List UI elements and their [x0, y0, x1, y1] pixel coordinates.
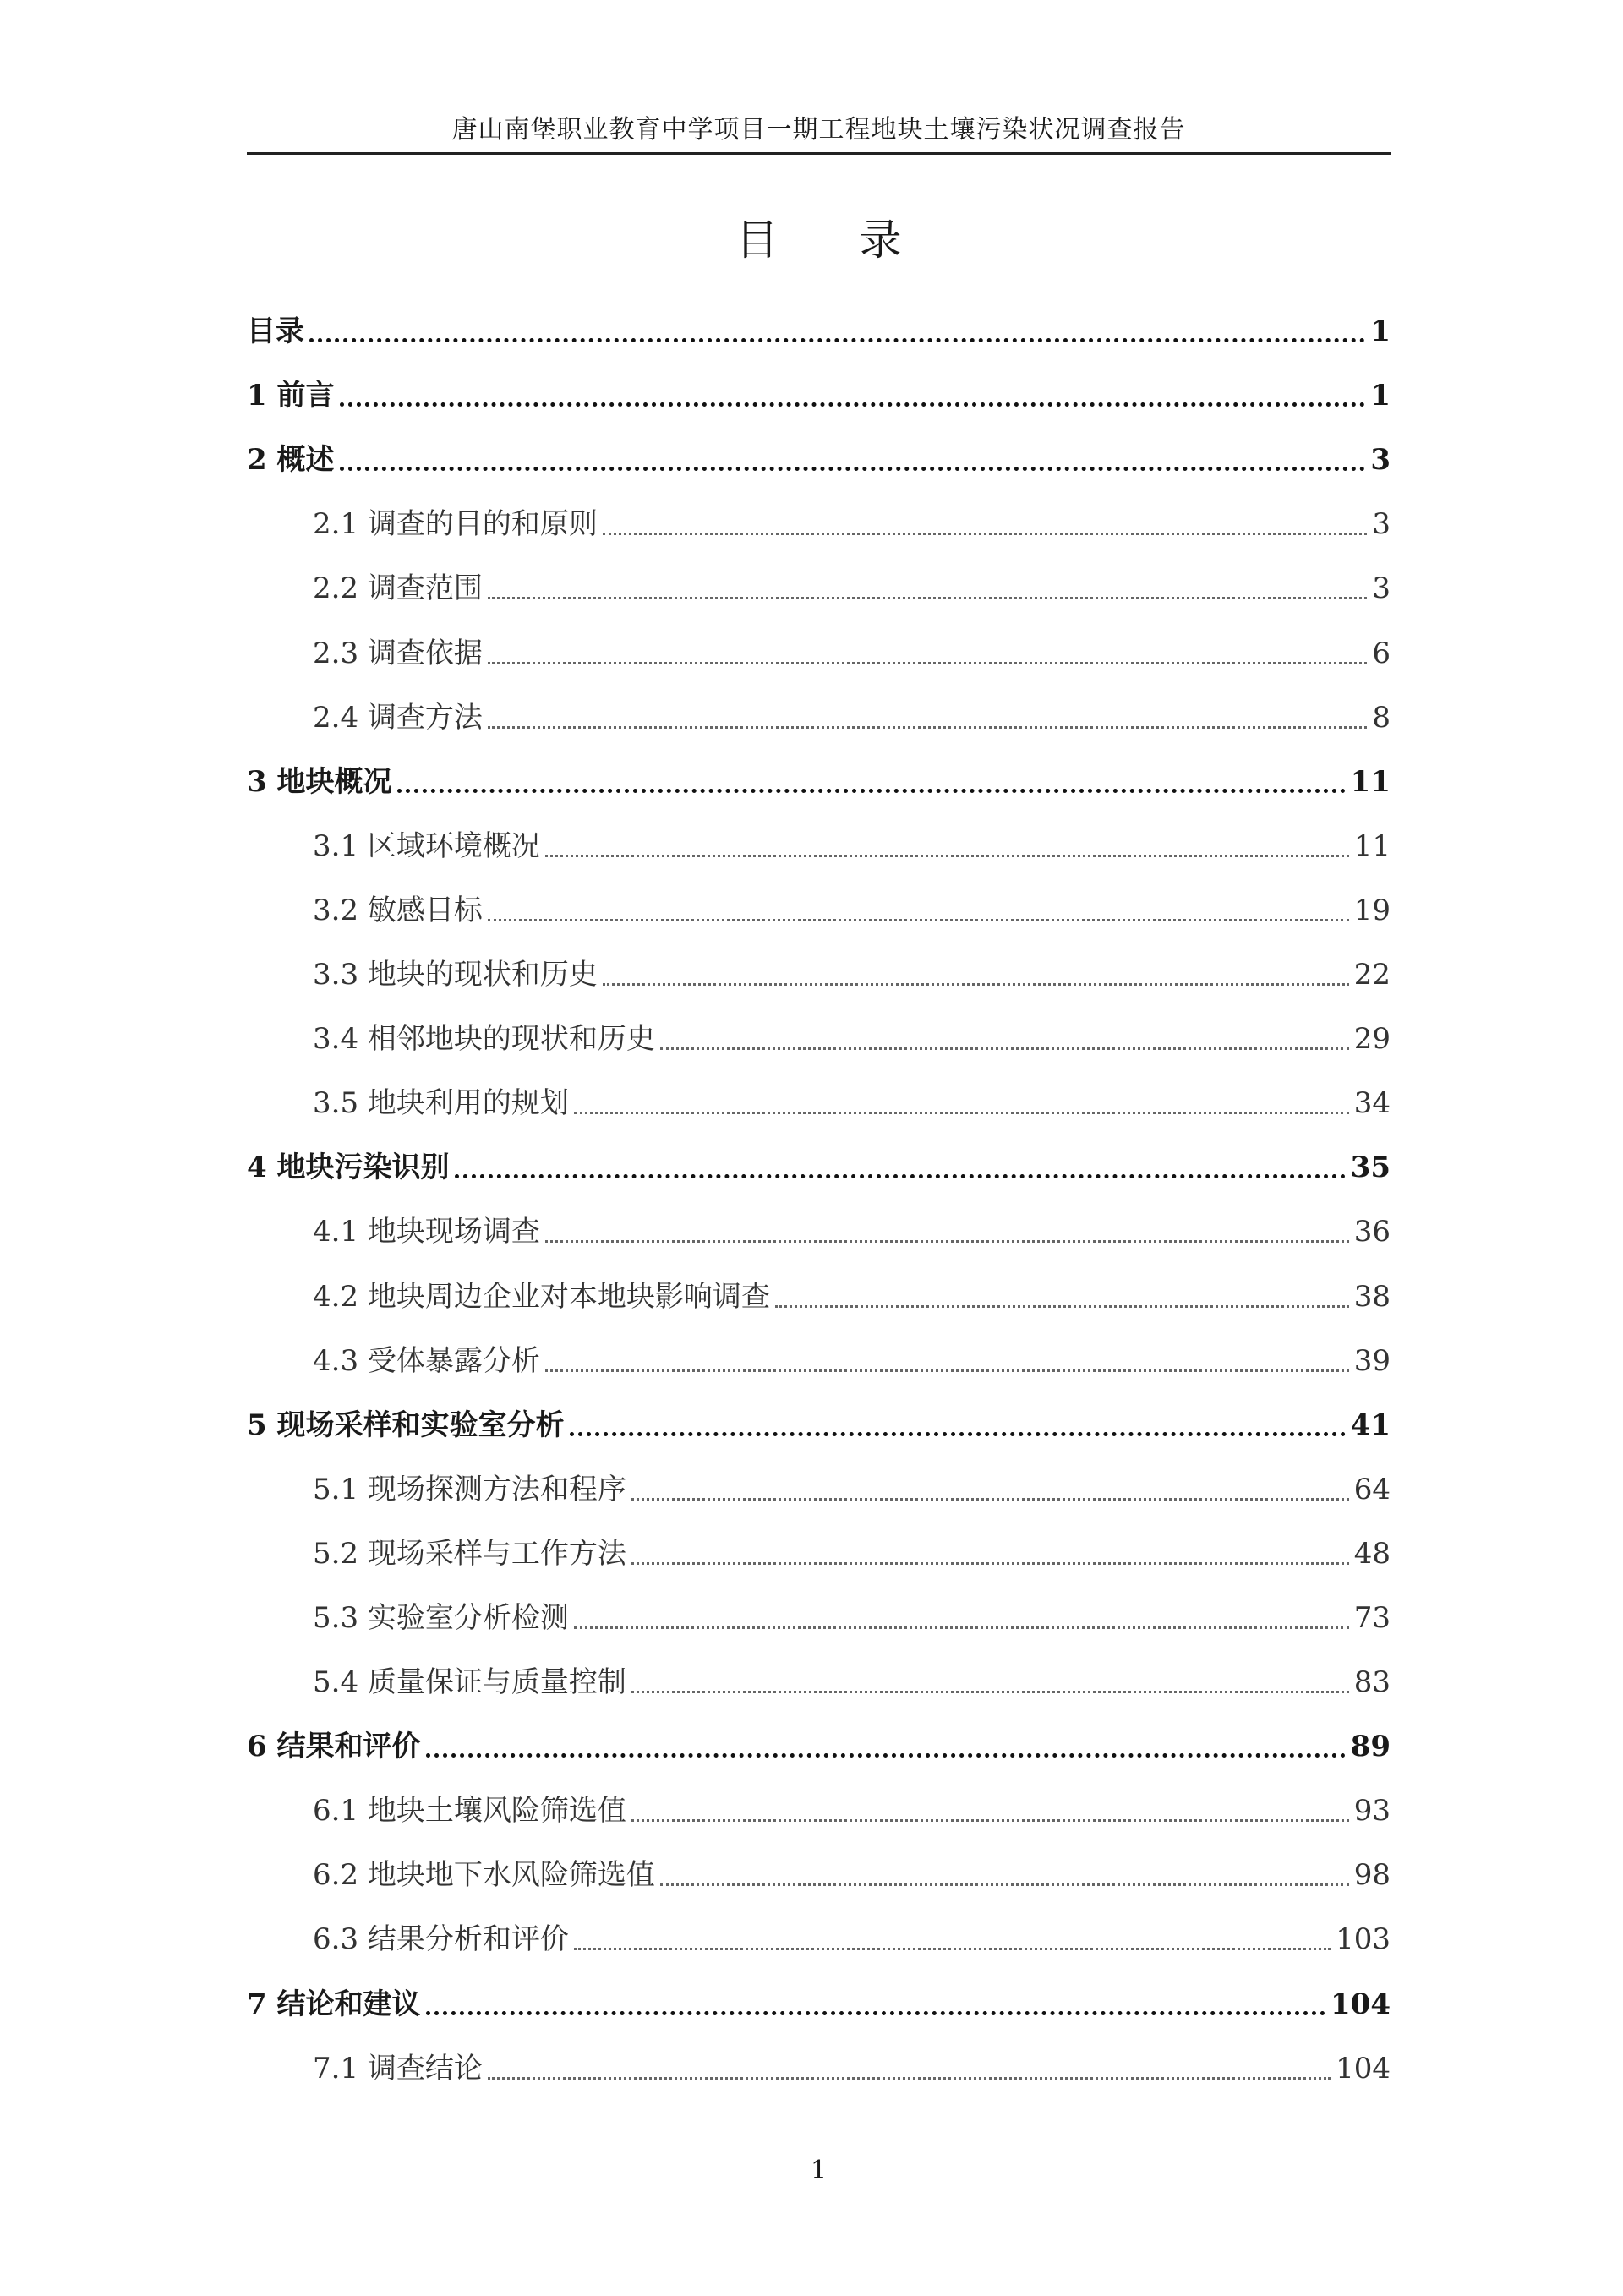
toc-section-entry[interactable] — [247, 553, 1391, 617]
toc-section-entry[interactable] — [247, 489, 1391, 553]
toc-dot-leader — [488, 726, 1367, 729]
toc-entry-page: 34 — [1353, 1086, 1391, 1121]
toc-entry-page: 41 — [1350, 1408, 1391, 1442]
toc-entry-label: 目录 — [247, 314, 304, 349]
toc-entry-page: 83 — [1353, 1665, 1391, 1700]
toc-dot-leader — [488, 662, 1367, 664]
toc-entry-page: 11 — [1350, 764, 1391, 799]
toc-dot-leader — [603, 533, 1367, 535]
toc-dot-leader — [455, 1174, 1346, 1178]
toc-dot-leader — [660, 1047, 1349, 1050]
toc-entry-label: 6 结果和评价 — [247, 1730, 421, 1764]
toc-dot-leader — [631, 1498, 1349, 1501]
toc-entry-label: 4.3 受体暴露分析 — [313, 1343, 540, 1378]
toc-section-entry[interactable] — [247, 1260, 1391, 1325]
toc-section-entry[interactable] — [247, 1196, 1391, 1260]
toc-dot-leader — [570, 1432, 1346, 1436]
toc-entry-page: 104 — [1336, 2051, 1391, 2086]
toc-entry-page: 98 — [1353, 1858, 1391, 1893]
toc-entry-label: 5.1 现场探测方法和程序 — [313, 1472, 626, 1506]
toc-entry-page: 93 — [1353, 1794, 1391, 1829]
toc-chapter-entry[interactable] — [247, 746, 1391, 811]
toc-section-entry[interactable] — [247, 1904, 1391, 1968]
toc-dot-leader — [488, 2077, 1331, 2080]
toc-dot-leader — [545, 1369, 1349, 1372]
toc-entry-page: 11 — [1353, 828, 1391, 863]
toc-entry-page: 1 — [1370, 379, 1391, 413]
toc-dot-leader — [426, 2011, 1326, 2015]
toc-entry-page: 73 — [1353, 1600, 1391, 1635]
toc-chapter-entry[interactable] — [247, 424, 1391, 489]
toc-entry-label: 4.1 地块现场调查 — [313, 1215, 540, 1249]
toc-entry-label: 6.1 地块土壤风险筛选值 — [313, 1794, 626, 1829]
toc-dot-leader — [309, 338, 1365, 342]
toc-entry-label: 2.4 调查方法 — [313, 700, 483, 735]
toc-entry-page: 1 — [1370, 314, 1391, 349]
toc-dot-leader — [631, 1819, 1349, 1822]
toc-entry-page: 64 — [1353, 1472, 1391, 1506]
toc-chapter-entry[interactable] — [247, 1968, 1391, 2032]
toc-chapter-entry[interactable] — [247, 1132, 1391, 1196]
toc-section-entry[interactable] — [247, 1068, 1391, 1132]
toc-chapter-entry[interactable] — [247, 296, 1391, 360]
toc-entry-label: 4 地块污染识别 — [247, 1151, 450, 1185]
toc-dot-leader — [574, 1112, 1349, 1114]
toc-section-entry[interactable] — [247, 1583, 1391, 1647]
header-divider — [247, 152, 1391, 155]
toc-entry-page: 48 — [1353, 1536, 1391, 1571]
toc-entry-page: 22 — [1353, 958, 1391, 992]
toc-section-entry[interactable] — [247, 1326, 1391, 1390]
table-of-contents — [247, 296, 1391, 2097]
toc-dot-leader — [631, 1691, 1349, 1693]
toc-entry-label: 1 前言 — [247, 379, 335, 413]
toc-entry-label: 3 地块概况 — [247, 764, 392, 799]
toc-entry-label: 5 现场采样和实验室分析 — [247, 1408, 565, 1442]
toc-section-entry[interactable] — [247, 682, 1391, 746]
toc-dot-leader — [574, 1948, 1331, 1950]
toc-entry-page: 29 — [1353, 1022, 1391, 1057]
toc-dot-leader — [426, 1753, 1346, 1758]
toc-section-entry[interactable] — [247, 1518, 1391, 1583]
toc-section-entry[interactable] — [247, 617, 1391, 681]
toc-section-entry[interactable] — [247, 1454, 1391, 1518]
toc-entry-page: 3 — [1372, 507, 1391, 542]
running-header: 唐山南堡职业教育中学项目一期工程地块土壤污染状况调查报告 — [451, 115, 1186, 145]
toc-entry-page: 35 — [1350, 1151, 1391, 1185]
toc-section-entry[interactable] — [247, 939, 1391, 1003]
toc-entry-page: 3 — [1372, 571, 1391, 606]
toc-entry-page: 103 — [1336, 1922, 1391, 1957]
toc-entry-label: 3.2 敏感目标 — [313, 893, 483, 927]
toc-entry-page: 8 — [1372, 700, 1391, 735]
toc-dot-leader — [488, 597, 1367, 599]
toc-section-entry[interactable] — [247, 811, 1391, 875]
toc-dot-leader — [340, 402, 1366, 407]
toc-entry-label: 2 概述 — [247, 443, 335, 478]
toc-dot-leader — [631, 1562, 1349, 1565]
toc-entry-label: 4.2 地块周边企业对本地块影响调查 — [313, 1279, 770, 1314]
toc-entry-label: 3.3 地块的现状和历史 — [313, 958, 598, 992]
toc-entry-page: 104 — [1331, 1987, 1391, 2021]
toc-dot-leader — [397, 789, 1346, 793]
toc-section-entry[interactable] — [247, 1775, 1391, 1840]
toc-dot-leader — [545, 855, 1349, 857]
page-number: 1 — [810, 2156, 828, 2185]
toc-entry-page: 39 — [1353, 1343, 1391, 1378]
toc-chapter-entry[interactable] — [247, 360, 1391, 424]
toc-chapter-entry[interactable] — [247, 1711, 1391, 1775]
toc-dot-leader — [775, 1305, 1349, 1308]
toc-dot-leader — [488, 919, 1349, 921]
toc-entry-label: 5.3 实验室分析检测 — [313, 1600, 569, 1635]
toc-entry-label: 3.5 地块利用的规划 — [313, 1086, 569, 1121]
toc-entry-label: 5.2 现场采样与工作方法 — [313, 1536, 626, 1571]
toc-entry-label: 3.1 区域环境概况 — [313, 828, 540, 863]
toc-entry-label: 6.2 地块地下水风险筛选值 — [313, 1858, 655, 1893]
toc-section-entry[interactable] — [247, 1840, 1391, 1904]
toc-entry-page: 89 — [1350, 1730, 1391, 1764]
toc-chapter-entry[interactable] — [247, 1390, 1391, 1454]
toc-entry-label: 7 结论和建议 — [247, 1987, 421, 2021]
page-title: 目 录 — [735, 216, 936, 265]
toc-entry-label: 7.1 调查结论 — [313, 2051, 483, 2086]
toc-section-entry[interactable] — [247, 875, 1391, 939]
toc-dot-leader — [340, 467, 1366, 471]
toc-entry-page: 19 — [1353, 893, 1391, 927]
toc-entry-label: 2.3 调查依据 — [313, 636, 483, 670]
toc-entry-page: 36 — [1353, 1215, 1391, 1249]
toc-entry-label: 2.2 调查范围 — [313, 571, 483, 606]
toc-entry-label: 5.4 质量保证与质量控制 — [313, 1665, 626, 1700]
toc-entry-page: 38 — [1353, 1279, 1391, 1314]
toc-entry-page: 3 — [1370, 443, 1391, 478]
toc-entry-label: 3.4 相邻地块的现状和历史 — [313, 1022, 655, 1057]
toc-section-entry[interactable] — [247, 2033, 1391, 2097]
toc-entry-label: 6.3 结果分析和评价 — [313, 1922, 569, 1957]
toc-entry-label: 2.1 调查的目的和原则 — [313, 507, 598, 542]
toc-entry-page: 6 — [1372, 636, 1391, 670]
toc-dot-leader — [574, 1626, 1349, 1629]
toc-dot-leader — [603, 983, 1349, 986]
toc-section-entry[interactable] — [247, 1647, 1391, 1711]
toc-dot-leader — [545, 1240, 1349, 1243]
toc-section-entry[interactable] — [247, 1003, 1391, 1068]
toc-dot-leader — [660, 1883, 1349, 1886]
